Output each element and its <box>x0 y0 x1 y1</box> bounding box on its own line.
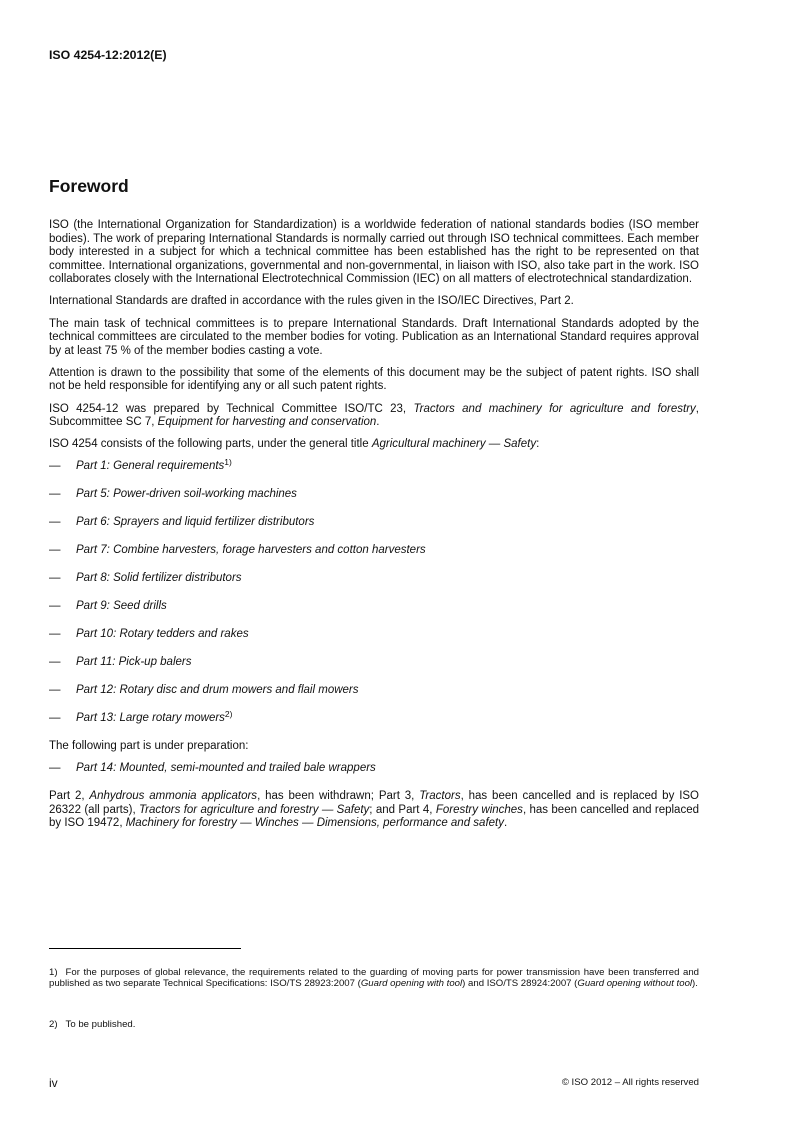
list-item <box>49 628 699 642</box>
intro-paragraph-1: ISO (the International Organization for Standardization) is a worldwide federation of national standards bodies (ISO member bodies). The work of preparing International Standards is normally carried out through ISO technical committees. Each member body interested in a subject for which a technical committee has been established has the right to be represented on that committee. International organizations, governmental and non-governmental, in liaison with ISO, also take part in the work. ISO collaborates closely with the International Electrotechnical Commission (IEC) on all matters of electrotechnical standardization. <box>49 219 699 286</box>
list-item <box>49 684 699 698</box>
withdrawn-title: Tractors <box>419 790 461 803</box>
footnote-number: 2) <box>49 1019 58 1030</box>
consists-text-a: ISO 4254 consists of the following parts, under the general title <box>49 438 372 451</box>
footnote-1 <box>49 967 699 989</box>
dash-bullet: — <box>49 488 61 501</box>
part-label: Part 5: Power-driven soil-working machines <box>76 488 297 501</box>
withdrawn-text: Part 2, <box>49 790 90 803</box>
footnote-italic: Guard opening without tool <box>577 978 693 990</box>
consists-paragraph <box>49 438 699 452</box>
part-label: Part 14: Mounted, semi-mounted and trailed bale wrappers <box>76 762 376 775</box>
prepared-by-paragraph <box>49 403 699 430</box>
copyright-notice: © ISO 2012 – All rights reserved <box>561 1077 699 1088</box>
list-item <box>49 572 699 586</box>
footnote-2 <box>49 1019 699 1030</box>
dash-bullet: — <box>49 656 61 669</box>
dash-bullet: — <box>49 600 61 613</box>
withdrawn-title: Anhydrous ammonia applicators <box>89 790 258 803</box>
withdrawn-title: Forestry winches <box>435 803 523 816</box>
list-item <box>49 762 699 776</box>
intro-paragraph-3: The main task of technical committees is to prepare International Standards. Draft International Standards adopted by the technical committees are circulated to the member bodies for voting. Publication as an International Standard requires approval by at least 75 % of the member bodies casting a vote. <box>49 317 699 357</box>
preparation-list <box>49 762 699 776</box>
list-item <box>49 516 699 530</box>
footnote-text: ). <box>692 978 698 990</box>
dash-bullet: — <box>49 516 61 529</box>
preparation-intro: The following part is under preparation: <box>49 740 249 753</box>
list-item <box>49 709 699 726</box>
list-item <box>49 600 699 614</box>
footnote-italic: Guard opening with tool <box>360 978 463 990</box>
footnote-number: 1) <box>49 967 58 978</box>
intro-paragraph-4: Attention is drawn to the possibility that some of the elements of this document may be the subject of patent rights. ISO shall not be held responsible for identifying any or all such patent rights. <box>49 366 699 393</box>
part-label: Part 10: Rotary tedders and rakes <box>76 628 249 641</box>
dash-bullet: — <box>49 628 61 641</box>
part-label: Part 12: Rotary disc and drum mowers and flail mowers <box>76 684 359 697</box>
footnote-text: For the purposes of global relevance, the requirements related to the guarding of moving parts for power transmission have been transferred and published as two separate Technical Specifications: ISO/TS 28923:2007 ( <box>49 967 699 990</box>
withdrawn-text: , has been cancelled and is replaced by ISO 26322 (all parts), <box>49 790 700 816</box>
dash-bullet: — <box>49 684 61 697</box>
list-item <box>49 544 699 558</box>
committee-title: Tractors and machinery for agriculture and forestry <box>413 402 696 415</box>
footnote-text: ) and ISO/TS 28924:2007 ( <box>462 978 578 990</box>
footnote-ref: 1) <box>224 457 232 468</box>
dash-bullet: — <box>49 762 61 775</box>
intro-paragraph-2: International Standards are drafted in accordance with the rules given in the ISO/IEC Directives, Part 2. <box>49 295 574 308</box>
prepared-text-c: , Subcommittee SC 7, <box>49 402 699 429</box>
part-label: Part 8: Solid fertilizer distributors <box>76 572 242 585</box>
list-item <box>49 457 699 474</box>
page-title: Foreword <box>49 176 129 196</box>
list-item <box>49 488 699 502</box>
general-title: Agricultural machinery — Safety <box>371 438 537 451</box>
part-label: Part 7: Combine harvesters, forage harvesters and cotton harvesters <box>76 544 426 557</box>
part-label: Part 1: General requirements <box>76 460 225 473</box>
document-id-header: ISO 4254-12:2012(E) <box>49 48 167 62</box>
part-label: Part 6: Sprayers and liquid fertilizer distributors <box>76 516 315 529</box>
part-label: Part 11: Pick-up balers <box>76 656 192 669</box>
withdrawn-title: Tractors for agriculture and forestry — Safety <box>139 803 370 816</box>
dash-bullet: — <box>49 712 61 725</box>
foreword-body <box>49 219 699 840</box>
part-label: Part 9: Seed drills <box>76 600 167 613</box>
footnote-text: To be published. <box>65 1019 136 1030</box>
prepared-text-e: . <box>376 416 380 429</box>
dash-bullet: — <box>49 572 61 585</box>
list-item <box>49 656 699 670</box>
parts-list <box>49 457 699 725</box>
page-number: iv <box>49 1076 58 1090</box>
withdrawn-text: , has been withdrawn; Part 3, <box>257 790 420 803</box>
footnote-separator <box>49 948 241 949</box>
withdrawn-text: . <box>503 817 508 830</box>
withdrawn-text: ; and Part 4, <box>369 803 436 816</box>
withdrawn-title: Machinery for forestry — Winches — Dimensions, performance and safety <box>125 817 504 830</box>
footnote-ref: 2) <box>224 709 233 720</box>
subcommittee-title: Equipment for harvesting and conservation <box>157 416 377 429</box>
prepared-text-a: ISO 4254-12 was prepared by Technical Committee ISO/TC 23, <box>49 402 414 415</box>
part-label: Part 13: Large rotary mowers <box>76 712 225 725</box>
dash-bullet: — <box>49 460 61 473</box>
dash-bullet: — <box>49 544 61 557</box>
consists-text-c: : <box>536 438 540 451</box>
withdrawn-text: , has been cancelled and replaced by ISO 19472, <box>49 803 699 830</box>
withdrawn-paragraph <box>49 790 699 831</box>
